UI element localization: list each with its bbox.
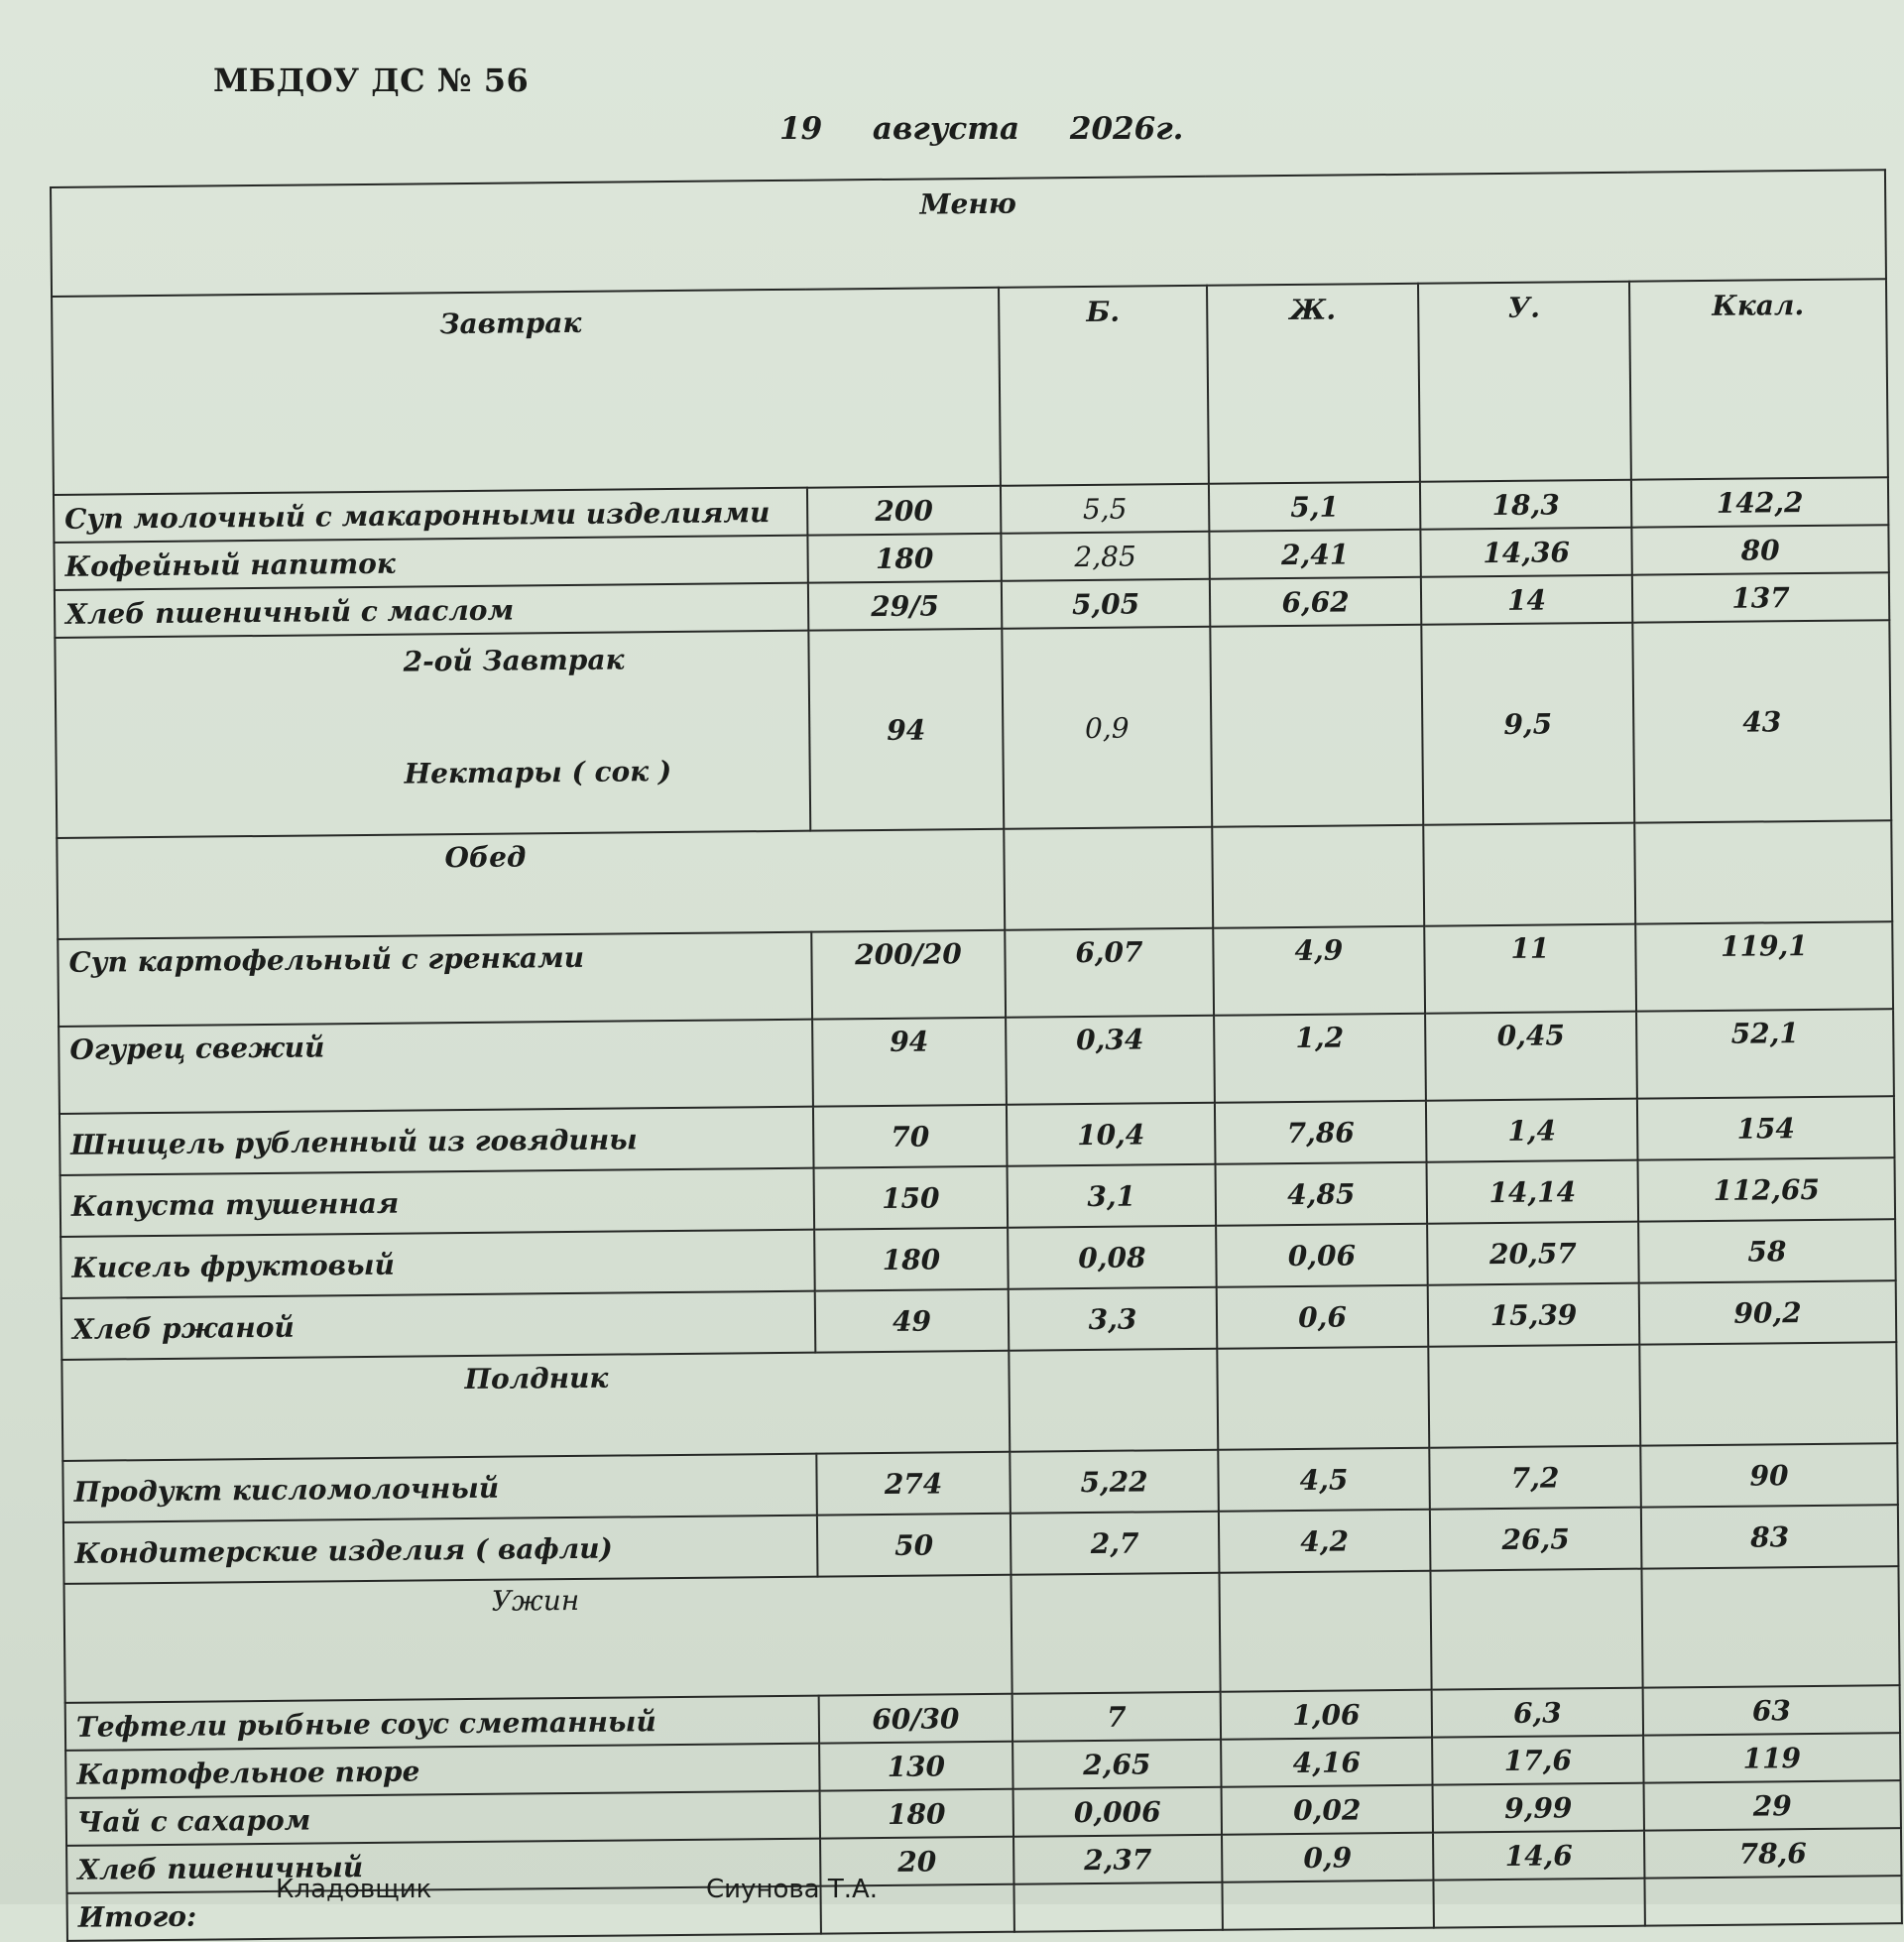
dish-name: Суп картофельный с гренками [58, 932, 812, 1027]
dish-protein: 0,34 [1006, 1016, 1215, 1105]
dish-kcal: 29 [1644, 1780, 1901, 1830]
empty-cell [1639, 1342, 1897, 1445]
empty-cell [1634, 820, 1892, 923]
dish-protein: 3,1 [1008, 1164, 1217, 1228]
dish-fat: 4,85 [1216, 1162, 1428, 1226]
menu-table [50, 169, 1903, 1942]
dish-fat: 6,62 [1210, 577, 1421, 627]
empty-cell [1428, 1345, 1640, 1448]
column-header-kcal: Ккал. [1629, 279, 1888, 479]
dish-protein: 5,5 [1001, 484, 1209, 534]
dish-name: Хлеб пшеничный [66, 1839, 820, 1893]
menu-date: 19 августа 2026г. [779, 111, 1184, 147]
dish-weight: 60/30 [819, 1694, 1012, 1744]
empty-cell [1212, 825, 1424, 928]
dish-weight: 50 [817, 1514, 1012, 1577]
dish-carbs: 1,4 [1426, 1099, 1638, 1162]
dish-kcal: 43 [1632, 620, 1891, 822]
dish-weight: 49 [815, 1289, 1010, 1353]
dish-weight: 150 [814, 1166, 1009, 1230]
dish-weight: 29/5 [808, 581, 1002, 631]
dish-name: Тефтели рыбные соус сметанный [65, 1696, 819, 1751]
section-snack-label: Полдник [61, 1351, 1010, 1461]
dish-carbs: 7,2 [1429, 1446, 1641, 1510]
dish-fat: 0,06 [1216, 1224, 1428, 1287]
dish-protein: 2,37 [1013, 1835, 1222, 1884]
dish-protein: 5,05 [1002, 579, 1210, 629]
dish-protein: 6,07 [1005, 928, 1214, 1018]
dish-weight: 130 [819, 1742, 1012, 1791]
dish-carbs: 26,5 [1430, 1508, 1642, 1571]
section-lunch-label: Обед [57, 829, 1005, 939]
dish-name: Кофейный напиток [54, 536, 807, 590]
dish-name: Огурец свежий [59, 1020, 813, 1114]
dish-protein: 2,7 [1011, 1512, 1220, 1575]
dish-protein: 0,9 [1002, 627, 1212, 829]
dish-weight: 200 [807, 486, 1001, 536]
dish-kcal: 90 [1640, 1443, 1898, 1507]
dish-kcal: 142,2 [1631, 477, 1888, 527]
organization-name: МБДОУ ДС № 56 [213, 61, 530, 99]
empty-cell [1433, 1879, 1644, 1928]
dish-kcal: 58 [1638, 1219, 1896, 1282]
section-dinner-label: Ужин [64, 1575, 1012, 1703]
total-label: Итого: [67, 1886, 821, 1941]
dish-name: Суп молочный с макаронными изделиями [54, 488, 807, 543]
dish-fat: 4,2 [1219, 1510, 1431, 1573]
dish-fat: 7,86 [1215, 1101, 1427, 1164]
dish-carbs: 14,14 [1427, 1160, 1639, 1224]
dish-weight: 180 [820, 1789, 1013, 1839]
dish-name: Хлеб пшеничный с маслом [55, 583, 808, 638]
empty-cell [1013, 1882, 1222, 1932]
dish-carbs: 9,5 [1421, 623, 1634, 825]
dish-protein: 0,006 [1013, 1787, 1222, 1837]
column-header-fat: Ж. [1207, 284, 1420, 484]
dish-weight: 200/20 [811, 930, 1006, 1020]
dish-kcal: 63 [1643, 1685, 1900, 1735]
section-breakfast-label: Завтрак [52, 288, 1001, 495]
dish-name: Кисель фруктовый [60, 1230, 815, 1298]
dish-carbs: 11 [1424, 924, 1636, 1014]
dish-fat: 4,5 [1218, 1448, 1430, 1512]
dish-name: Капуста тушенная [60, 1168, 815, 1237]
dish-carbs: 14 [1421, 575, 1632, 625]
empty-cell [1011, 1573, 1220, 1694]
dish-carbs: 17,6 [1432, 1736, 1643, 1785]
dish-carbs: 6,3 [1432, 1688, 1643, 1738]
dish-name: Продукт кисломолочный [62, 1454, 817, 1522]
dish-fat: 0,02 [1222, 1785, 1433, 1835]
dish-fat: 2,41 [1209, 530, 1420, 579]
empty-cell [1004, 827, 1213, 930]
dish-kcal: 83 [1641, 1505, 1899, 1568]
dish-kcal: 90,2 [1639, 1280, 1897, 1344]
dish-carbs: 18,3 [1420, 480, 1631, 530]
dish-name: Кондитерские изделия ( вафли) [63, 1516, 818, 1584]
dish-carbs: 20,57 [1427, 1222, 1639, 1285]
dish-fat: 0,6 [1217, 1285, 1429, 1349]
dish-carbs: 15,39 [1428, 1283, 1640, 1347]
dish-fat: 1,2 [1214, 1014, 1426, 1103]
dish-kcal: 112,65 [1637, 1157, 1895, 1221]
dish-name: Картофельное пюре [65, 1744, 819, 1798]
dish-protein: 0,08 [1008, 1226, 1217, 1289]
dish-kcal: 119 [1643, 1733, 1900, 1782]
dish-kcal: 80 [1631, 525, 1888, 574]
dish-carbs: 14,36 [1420, 528, 1631, 577]
table-row [55, 620, 1891, 838]
dish-fat: 4,16 [1221, 1738, 1432, 1787]
dish-weight: 274 [816, 1452, 1011, 1516]
empty-cell [1217, 1347, 1429, 1450]
empty-cell [1423, 823, 1635, 926]
dish-name: Нектары ( сок ) [404, 755, 672, 790]
dish-weight: 180 [814, 1228, 1009, 1291]
footer-role: Кладовщик [276, 1875, 432, 1904]
dish-protein: 10,4 [1007, 1103, 1216, 1166]
dish-name: Чай с сахаром [66, 1791, 820, 1846]
dish-protein: 2,85 [1001, 532, 1209, 581]
menu-title: Меню [51, 170, 1886, 297]
dish-weight: 70 [813, 1105, 1008, 1168]
dish-fat: 5,1 [1209, 482, 1420, 532]
dish-weight: 20 [820, 1837, 1013, 1886]
empty-cell [1644, 1876, 1901, 1925]
dish-weight: 180 [807, 534, 1001, 583]
dish-fat: 1,06 [1221, 1690, 1432, 1740]
dish-name: Шницель рубленный из говядины [60, 1107, 814, 1175]
dish-kcal: 154 [1637, 1096, 1895, 1159]
empty-cell [1219, 1571, 1431, 1692]
empty-cell [1430, 1569, 1642, 1690]
dish-protein: 2,65 [1012, 1740, 1221, 1789]
dish-kcal: 137 [1632, 572, 1889, 622]
dish-weight: 94 [808, 629, 1004, 831]
dish-weight: 94 [812, 1018, 1007, 1107]
dish-protein: 3,3 [1009, 1287, 1218, 1351]
dish-name: Хлеб ржаной [61, 1291, 816, 1360]
dish-fat: 4,9 [1213, 926, 1425, 1016]
dish-protein: 5,22 [1010, 1450, 1219, 1514]
empty-cell [1641, 1566, 1899, 1687]
dish-protein: 7 [1012, 1692, 1221, 1742]
dish-carbs: 0,45 [1425, 1012, 1637, 1101]
dish-carbs: 9,99 [1433, 1783, 1644, 1833]
column-header-protein: Б. [999, 286, 1209, 486]
section-second-breakfast-label: 2-ой Завтрак [403, 643, 625, 678]
dish-kcal: 119,1 [1635, 921, 1893, 1011]
dish-kcal: 78,6 [1644, 1828, 1901, 1878]
empty-cell [1222, 1881, 1433, 1930]
column-header-carbs: У. [1418, 282, 1631, 482]
second-breakfast-cell [55, 631, 810, 838]
empty-cell [1009, 1349, 1218, 1452]
dish-fat [1210, 625, 1423, 827]
dish-carbs: 14,6 [1433, 1831, 1644, 1881]
footer-person: Сиунова Т.А. [706, 1875, 879, 1904]
menu-body [51, 170, 1902, 1941]
dish-kcal: 52,1 [1636, 1009, 1894, 1098]
dish-fat: 0,9 [1222, 1833, 1433, 1882]
